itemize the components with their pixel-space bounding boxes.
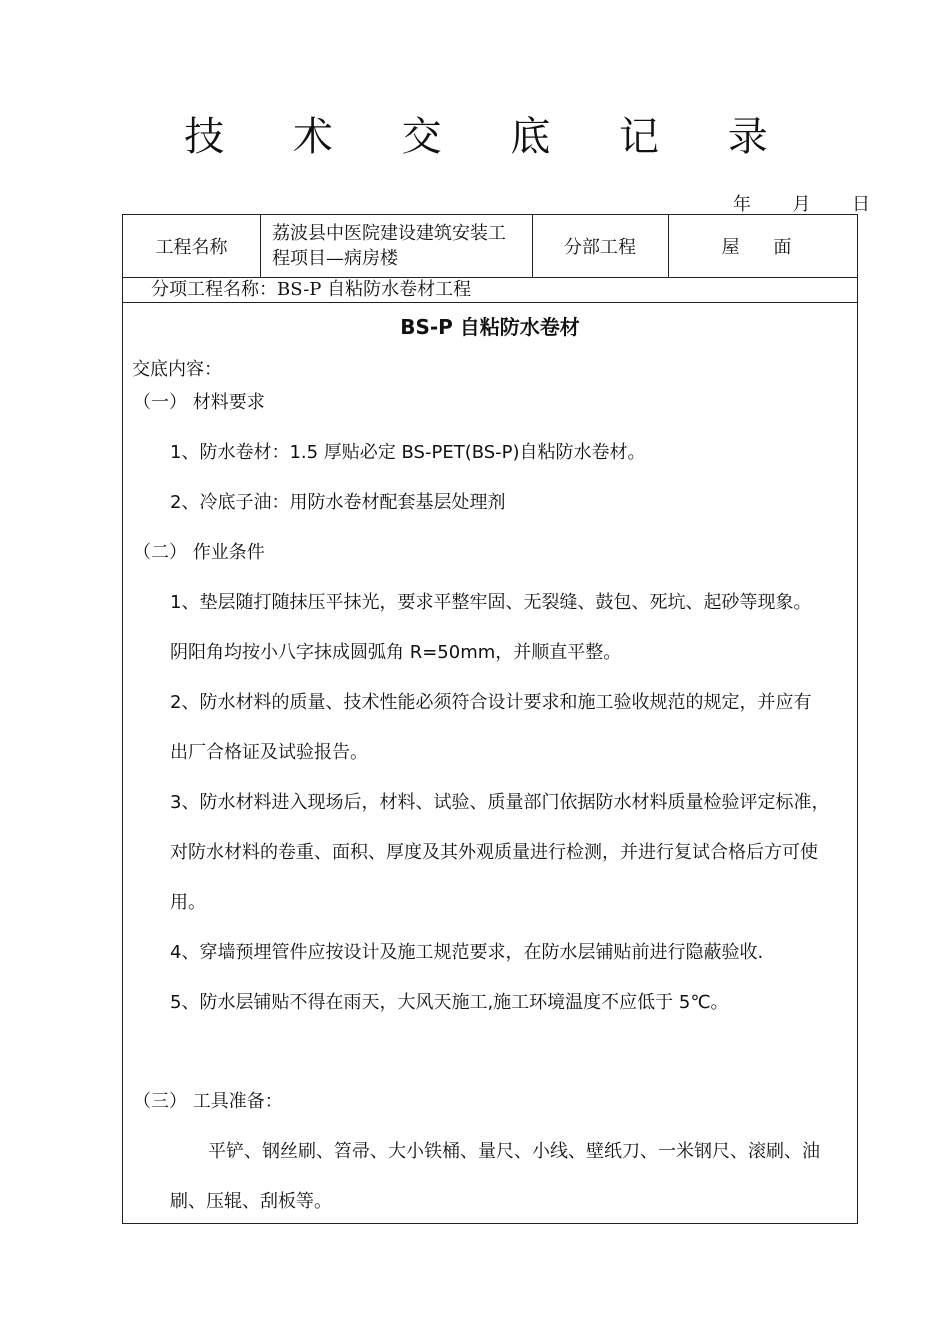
division-value: 屋 面 — [721, 237, 806, 258]
section-materials-title: （一） 材料要求 — [133, 392, 265, 413]
date-row — [733, 190, 870, 216]
sub-project-row: 分项工程名称：BS-P 自粘防水卷材工程 — [123, 277, 857, 303]
record-table — [122, 214, 858, 1224]
section-conditions-title: （二） 作业条件 — [133, 542, 265, 563]
materials-item-1: 1、防水卷材：1.5 厚贴必定 BS-PET(BS-P)自粘防水卷材。 — [170, 442, 646, 463]
date-month: 月 — [792, 194, 811, 215]
conditions-line-8: 4、穿墙预埋管件应按设计及施工规范要求，在防水层铺贴前进行隐蔽验收. — [170, 942, 764, 963]
project-name-value: 荔波县中医院建设建筑安装工程项目—病房楼 — [272, 223, 506, 269]
conditions-line-4: 出厂合格证及试验报告。 — [170, 742, 368, 763]
conditions-line-6: 对防水材料的卷重、面积、厚度及其外观质量进行检测，并进行复试合格后方可使 — [170, 842, 818, 863]
conditions-line-7: 用。 — [170, 892, 206, 913]
date-day: 日 — [851, 194, 870, 215]
conditions-line-1: 1、垫层随打随抹压平抹光，要求平整牢固、无裂缝、鼓包、死坑、起砂等现象。 — [170, 592, 812, 613]
content-label: 交底内容： — [132, 359, 222, 380]
conditions-line-5: 3、防水材料进入现场后，材料、试验、质量部门依据防水材料质量检验评定标准， — [170, 792, 830, 813]
content-body — [123, 215, 857, 1223]
content-heading: BS-P 自粘防水卷材 — [400, 315, 580, 339]
materials-item-2: 2、冷底子油：用防水卷材配套基层处理剂 — [170, 492, 506, 513]
project-name-label: 工程名称 — [155, 237, 228, 258]
conditions-line-3: 2、防水材料的质量、技术性能必须符合设计要求和施工验收规范的规定，并应有 — [170, 692, 812, 713]
tools-line-1: 平铲、钢丝刷、笤帚、大小铁桶、量尺、小线、壁纸刀、一米钢尺、滚刷、油 — [208, 1141, 820, 1162]
date-year: 年 — [733, 194, 751, 215]
conditions-line-2: 阴阳角均按小八字抹成圆弧角 R=50mm，并顺直平整。 — [170, 642, 622, 663]
conditions-line-9: 5、防水层铺贴不得在雨天，大风天施工,施工环境温度不应低于 5℃。 — [170, 992, 729, 1013]
document-title: 技 术 交 底 记 录 — [184, 114, 796, 160]
division-label: 分部工程 — [564, 237, 636, 258]
tools-line-2: 刷、压辊、刮板等。 — [170, 1191, 332, 1212]
section-tools-title: （三） 工具准备： — [133, 1091, 283, 1112]
